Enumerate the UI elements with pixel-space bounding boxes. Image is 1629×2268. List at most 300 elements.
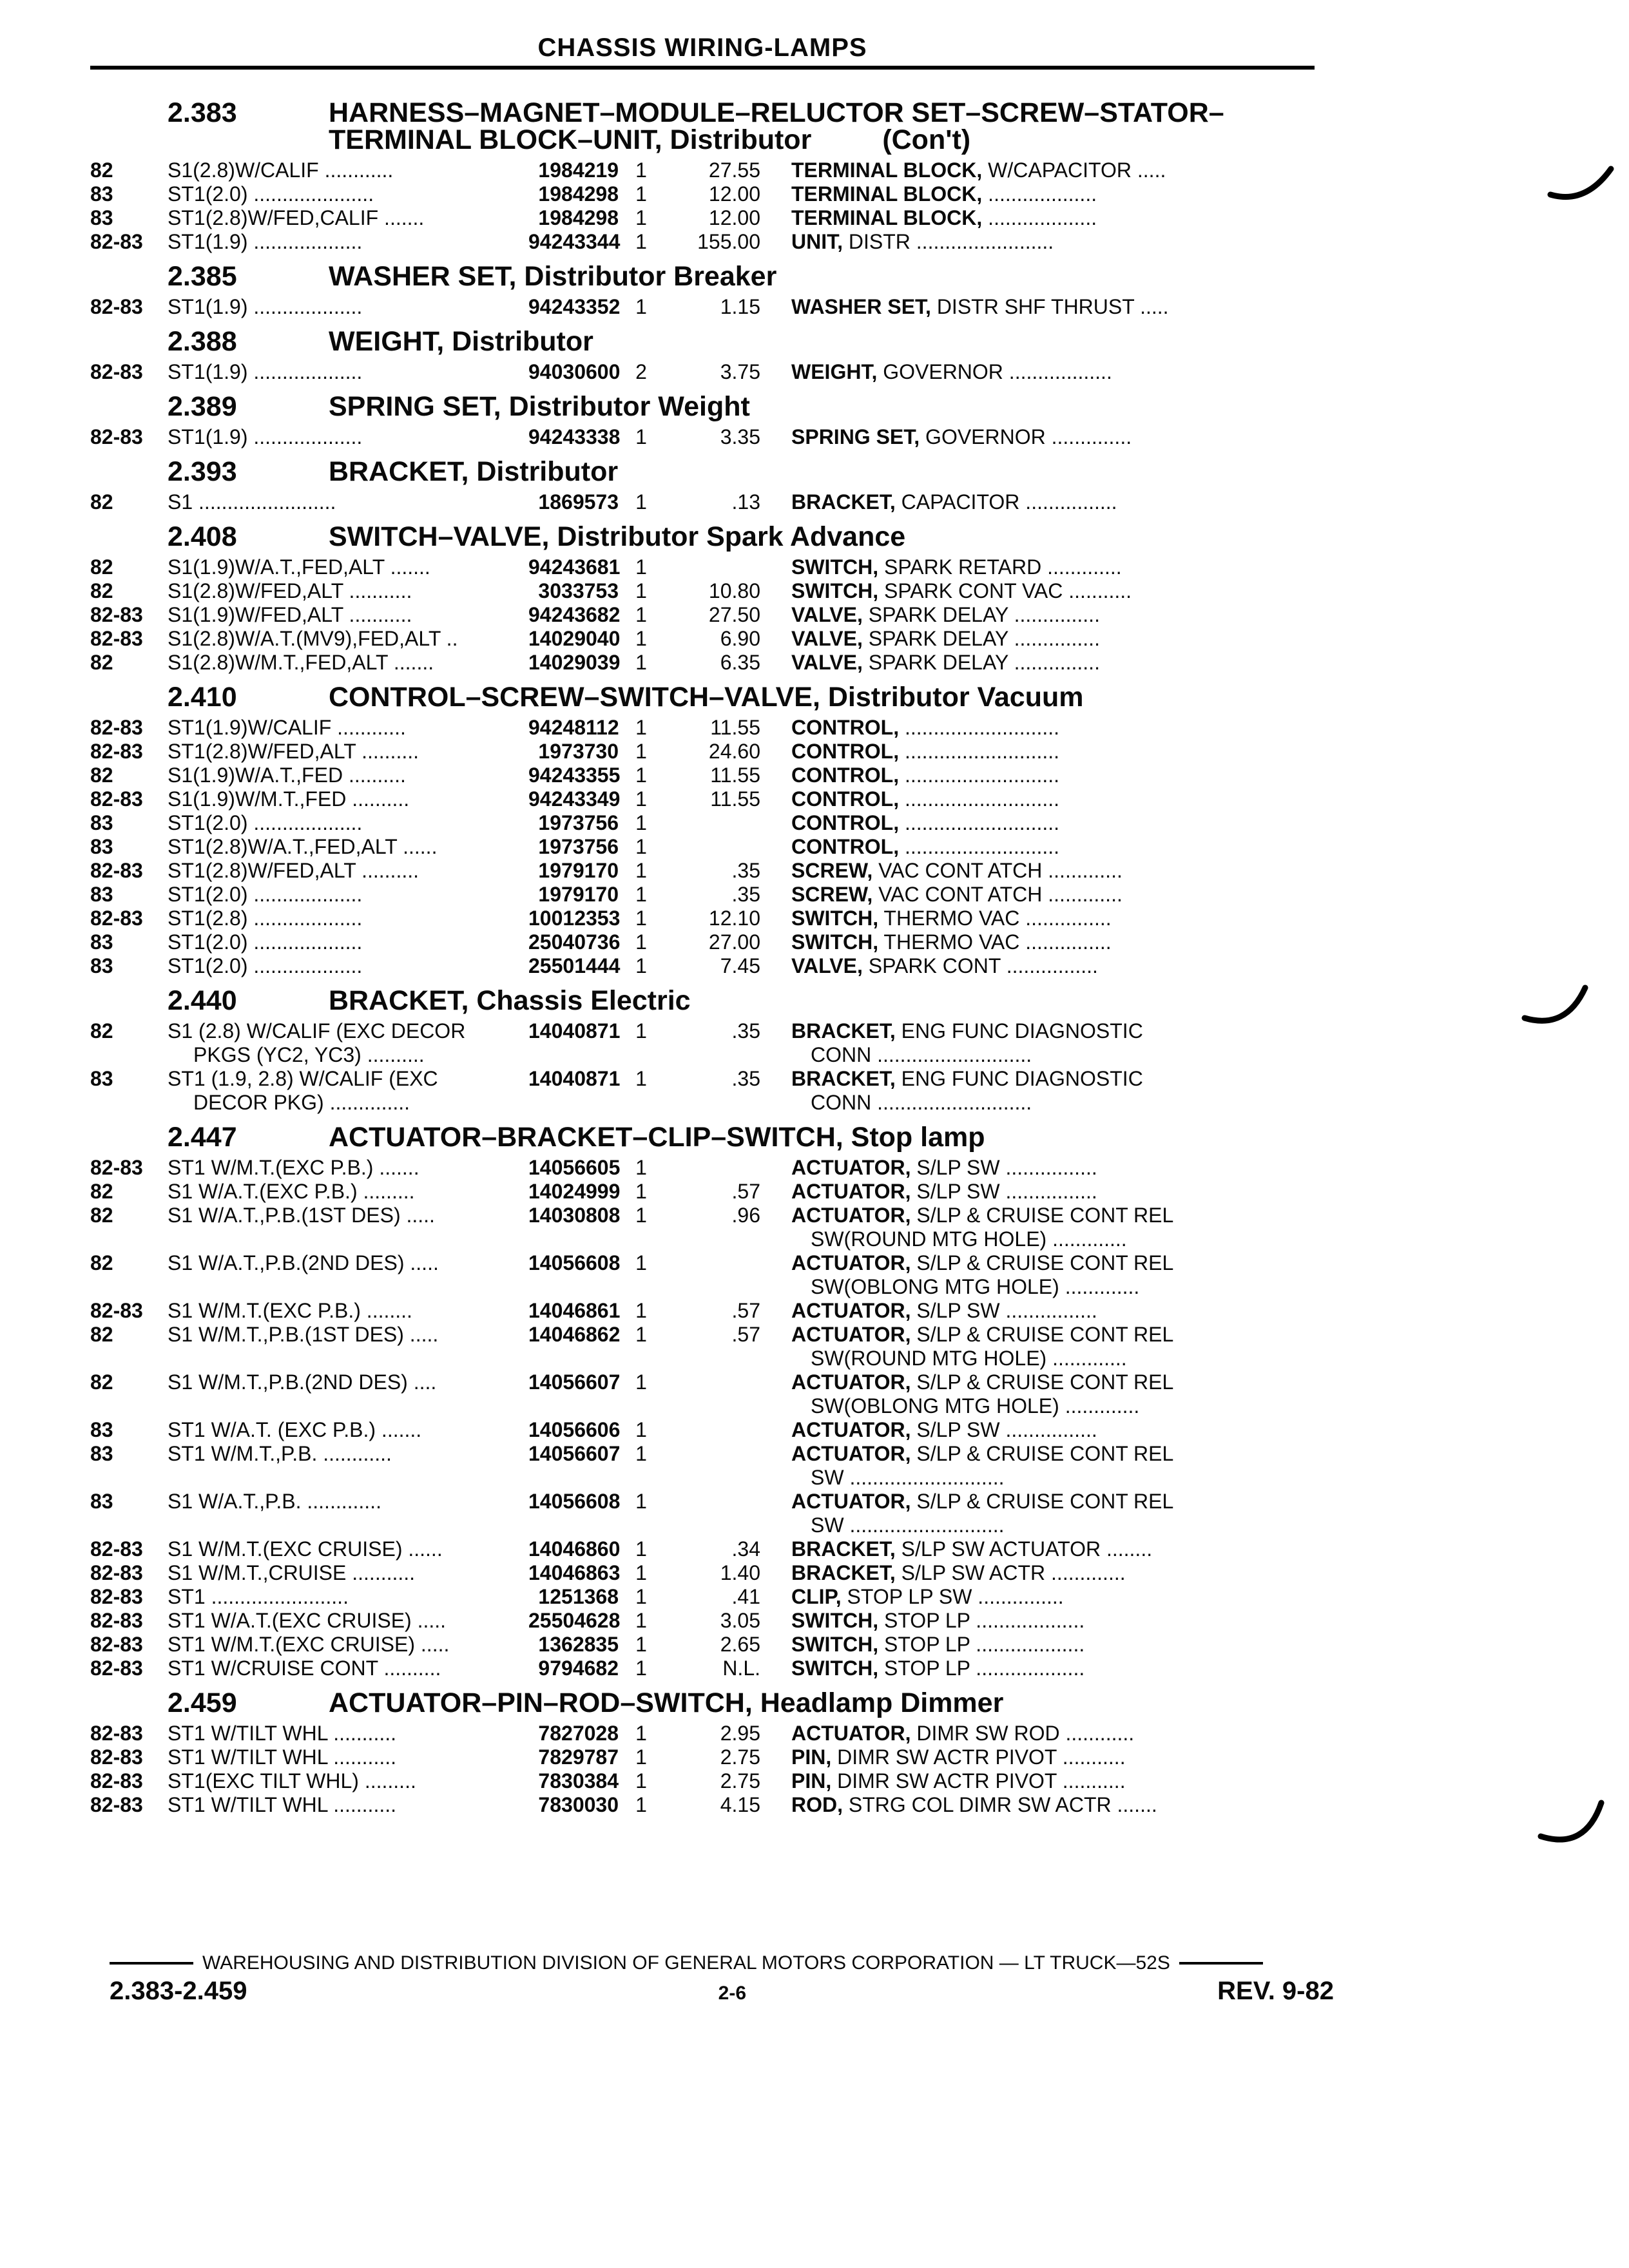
description: [760, 230, 1340, 254]
description: [760, 1490, 1340, 1537]
quantity: 1: [635, 651, 647, 674]
quantity: 1: [635, 206, 647, 229]
description: [760, 740, 1340, 764]
section-number: 2.383: [168, 97, 237, 128]
section-title: [329, 263, 1340, 290]
application: [168, 1609, 528, 1633]
part-number: 1979170: [538, 883, 619, 906]
quantity: 1: [635, 1585, 647, 1608]
part-number: 7830030: [538, 1793, 619, 1816]
section-title: [329, 1124, 1340, 1151]
model-year: 82-83: [90, 1585, 143, 1608]
footer-division-text: WAREHOUSING AND DISTRIBUTION DIVISION OF GENERAL MOTORS CORPORATION — LT TRUCK—52S: [202, 1952, 1170, 1974]
description-noun: BRACKET,: [791, 490, 896, 514]
quantity: 1: [635, 1180, 647, 1203]
description-noun: ACTUATOR,: [791, 1323, 911, 1346]
description-detail: CAPACITOR ................: [895, 490, 1117, 514]
part-number: 94243338: [528, 425, 621, 448]
application: [168, 1251, 528, 1275]
description-noun: SWITCH,: [791, 555, 879, 579]
application-text: ST1 W/TILT WHL ...........: [168, 1722, 396, 1745]
part-row: [90, 603, 1340, 627]
application: [168, 835, 528, 859]
quantity: 1: [635, 1019, 647, 1043]
description-detail: ...........................: [899, 787, 1060, 811]
description-detail: GOVERNOR ..................: [877, 360, 1112, 383]
quantity: 1: [635, 1418, 647, 1441]
quantity: 1: [635, 859, 647, 882]
model-year: 82: [90, 579, 113, 602]
application: [168, 1323, 528, 1347]
catalog-section: [90, 1124, 1340, 1680]
section-heading: [90, 523, 1340, 550]
section-heading: [90, 987, 1340, 1014]
section-heading: [90, 684, 1340, 711]
part-row: [90, 954, 1340, 978]
model-year: 82-83: [90, 1722, 143, 1745]
section-heading: [90, 328, 1340, 355]
price: 4.15: [720, 1793, 760, 1816]
application-text: ST1 W/TILT WHL ...........: [168, 1745, 396, 1769]
part-number: 94243681: [528, 555, 621, 579]
quantity: 1: [635, 764, 647, 787]
part-row: [90, 811, 1340, 835]
quantity: 1: [635, 740, 647, 763]
description-noun: ACTUATOR,: [791, 1251, 911, 1274]
part-row: [90, 425, 1340, 449]
description-noun: VALVE,: [791, 651, 863, 674]
price: .57: [731, 1323, 760, 1346]
description-noun: CONTROL,: [791, 787, 900, 811]
parts-listing: [90, 90, 1340, 1817]
description: [760, 1180, 1340, 1204]
part-row: [90, 159, 1340, 182]
quantity: 1: [635, 1299, 647, 1322]
description-noun: PIN,: [791, 1769, 832, 1792]
application-text: ST1 ........................: [168, 1585, 349, 1608]
description-noun: BRACKET,: [791, 1067, 896, 1090]
description-detail: THERMO VAC ...............: [878, 907, 1112, 930]
description: [760, 930, 1340, 954]
part-number: 94243355: [528, 764, 621, 787]
part-number: 1973730: [538, 740, 619, 763]
price: 10.80: [708, 579, 760, 602]
model-year: 82-83: [90, 1657, 143, 1680]
application: [168, 764, 528, 787]
part-number: 94243349: [528, 787, 621, 811]
model-year: 82-83: [90, 627, 143, 650]
page-header-title: CHASSIS WIRING-LAMPS: [537, 34, 867, 62]
application: [168, 883, 528, 907]
part-number: 14030808: [528, 1204, 621, 1227]
description-detail: SPARK RETARD .............: [878, 555, 1122, 579]
section-title: [329, 328, 1340, 355]
description-detail: ENG FUNC DIAGNOSTIC: [895, 1067, 1143, 1090]
application-text: ST1(2.0) ...................: [168, 930, 363, 954]
margin-tick-mark: [1547, 162, 1617, 207]
model-year: 83: [90, 883, 113, 906]
part-number: 14056608: [528, 1251, 621, 1274]
footer-index-range: 2.383-2.459: [110, 1977, 247, 2005]
description: [760, 811, 1340, 835]
footer-rule-left: [110, 1962, 193, 1965]
part-row: [90, 930, 1340, 954]
price: 11.55: [710, 787, 760, 811]
quantity: 1: [635, 159, 647, 182]
application: [168, 159, 528, 182]
part-row: [90, 1204, 1340, 1251]
price: 3.75: [720, 360, 760, 383]
continued-label: (Con't): [882, 124, 971, 155]
description: [760, 579, 1340, 603]
price: N.L.: [722, 1657, 760, 1680]
description-noun: BRACKET,: [791, 1019, 896, 1043]
quantity: 1: [635, 1609, 647, 1632]
quantity: 1: [635, 1370, 647, 1394]
part-number: 3033753: [538, 579, 619, 602]
application-text: ST1 W/TILT WHL ...........: [168, 1793, 396, 1816]
description-noun: ACTUATOR,: [791, 1490, 911, 1513]
footer-revision: REV. 9-82: [1217, 1977, 1334, 2005]
description-detail: STRG COL DIMR SW ACTR .......: [843, 1793, 1157, 1816]
model-year: 82-83: [90, 1769, 143, 1792]
application-text: S1(2.8)W/CALIF ............: [168, 159, 394, 182]
description-noun: SWITCH,: [791, 1657, 879, 1680]
description: [760, 1442, 1340, 1490]
quantity: 1: [635, 1633, 647, 1656]
application-text: S1 W/M.T.(EXC CRUISE) ......: [168, 1537, 443, 1561]
quantity: 1: [635, 1323, 647, 1346]
application-text: ST1(2.8)W/FED,ALT ..........: [168, 740, 419, 763]
application: [168, 954, 528, 978]
application-text: ST1(2.0) ...................: [168, 811, 363, 834]
part-row: [90, 1442, 1340, 1490]
part-number: 14040871: [528, 1067, 621, 1090]
section-number: 2.388: [168, 326, 237, 357]
model-year: 82-83: [90, 787, 143, 811]
model-year: 82-83: [90, 716, 143, 739]
section-title-line: CONTROL–SCREW–SWITCH–VALVE, Distributor Vacuum: [329, 682, 1084, 713]
application-text: S1 W/M.T.,P.B.(1ST DES) .....: [168, 1323, 439, 1346]
description-noun: SWITCH,: [791, 930, 879, 954]
part-row: [90, 1769, 1340, 1793]
application: [168, 651, 528, 675]
section-heading: [90, 263, 1340, 290]
footer-division-line: [110, 1952, 1334, 1974]
description-detail: THERMO VAC ...............: [878, 930, 1112, 954]
part-number: 14056607: [528, 1442, 621, 1465]
application: [168, 1204, 528, 1227]
application: [168, 206, 528, 230]
description: [760, 716, 1340, 740]
part-number: 94248112: [528, 716, 619, 739]
part-number: 14056605: [528, 1156, 621, 1179]
description-detail-2: SW(ROUND MTG HOLE) .............: [811, 1347, 1127, 1370]
quantity: 1: [635, 1537, 647, 1561]
description-noun: BRACKET,: [791, 1537, 896, 1561]
part-number: 7830384: [538, 1769, 619, 1792]
catalog-section: [90, 99, 1340, 254]
description-detail: S/LP SW ................: [911, 1156, 1097, 1179]
quantity: 1: [635, 1722, 647, 1745]
application-text: S1 ........................: [168, 490, 336, 514]
part-number: 14024999: [528, 1180, 621, 1203]
part-row: [90, 1657, 1340, 1680]
application-text: S1(2.8)W/A.T.(MV9),FED,ALT ..: [168, 627, 458, 650]
application: [168, 1442, 528, 1466]
part-row: [90, 1156, 1340, 1180]
quantity: 1: [635, 1745, 647, 1769]
parts-rows: [90, 1722, 1340, 1817]
application-text: S1 W/M.T.(EXC P.B.) ........: [168, 1299, 412, 1322]
application-text: S1 W/A.T.,P.B. .............: [168, 1490, 381, 1513]
description-noun: SWITCH,: [791, 1633, 879, 1656]
footer-rule-right: [1179, 1962, 1263, 1965]
description: [760, 764, 1340, 787]
description: [760, 651, 1340, 675]
part-row: [90, 555, 1340, 579]
application: [168, 1722, 528, 1745]
parts-rows: [90, 490, 1340, 514]
part-row: [90, 859, 1340, 883]
parts-rows: [90, 159, 1340, 254]
section-title: [329, 99, 1340, 153]
description-noun: TERMINAL BLOCK,: [791, 206, 983, 229]
parts-rows: [90, 360, 1340, 384]
description-detail: STOP LP ...................: [878, 1609, 1085, 1632]
application: [168, 425, 528, 449]
model-year: 83: [90, 930, 113, 954]
application: [168, 1561, 528, 1585]
part-row: [90, 1585, 1340, 1609]
part-row: [90, 1180, 1340, 1204]
part-number: 94243344: [528, 230, 621, 253]
description-detail: DIMR SW ACTR PIVOT ...........: [831, 1745, 1126, 1769]
description-noun: SCREW,: [791, 883, 873, 906]
price: .41: [731, 1585, 760, 1608]
description-detail: STOP LP ...................: [878, 1657, 1085, 1680]
application: [168, 1769, 528, 1793]
application-text: ST1 W/M.T.(EXC CRUISE) .....: [168, 1633, 450, 1656]
part-row: [90, 1251, 1340, 1299]
price: 12.10: [708, 907, 760, 930]
price: .57: [731, 1180, 760, 1203]
application-text: ST1(2.8)W/FED,ALT ..........: [168, 859, 419, 882]
description-detail: W/CAPACITOR .....: [982, 159, 1166, 182]
description: [760, 1251, 1340, 1299]
quantity: 1: [635, 1490, 647, 1513]
model-year: 82: [90, 651, 113, 674]
application-text: ST1(1.9) ...................: [168, 230, 363, 253]
application: [168, 1490, 528, 1514]
part-number: 14046863: [528, 1561, 621, 1584]
description: [760, 490, 1340, 514]
model-year: 82-83: [90, 1156, 143, 1179]
part-number: 25501444: [528, 954, 621, 977]
description-detail: ...................: [982, 182, 1097, 206]
description: [760, 603, 1340, 627]
section-heading: [90, 99, 1340, 153]
model-year: 83: [90, 811, 113, 834]
part-row: [90, 1370, 1340, 1418]
model-year: 82-83: [90, 859, 143, 882]
application-text: S1(1.9)W/A.T.,FED,ALT .......: [168, 555, 430, 579]
application: [168, 555, 528, 579]
application: [168, 1299, 528, 1323]
part-number: 9794682: [538, 1657, 619, 1680]
description-noun: SCREW,: [791, 859, 873, 882]
catalog-section: [90, 987, 1340, 1115]
model-year: 82-83: [90, 1633, 143, 1656]
application: [168, 1370, 528, 1394]
application: [168, 1019, 528, 1067]
description-detail: SPARK CONT ................: [862, 954, 1098, 977]
part-number: 94243682: [528, 603, 621, 626]
description: [760, 1561, 1340, 1585]
description-detail: S/LP & CRUISE CONT REL: [911, 1204, 1174, 1227]
model-year: 82: [90, 1370, 113, 1394]
description: [760, 1537, 1340, 1561]
description-detail: SPARK DELAY ...............: [862, 651, 1100, 674]
price: .35: [731, 1019, 760, 1043]
description: [760, 425, 1340, 449]
description-detail: ...........................: [899, 740, 1060, 763]
description-detail: DISTR ........................: [843, 230, 1054, 253]
quantity: 1: [635, 490, 647, 514]
description-detail: DISTR SHF THRUST .....: [930, 295, 1169, 318]
model-year: 82-83: [90, 1609, 143, 1632]
price: 1.40: [720, 1561, 760, 1584]
application-text: ST1(1.9) ...................: [168, 360, 363, 383]
section-title-line: WEIGHT, Distributor: [329, 326, 593, 357]
application: [168, 1067, 528, 1115]
section-number: 2.408: [168, 521, 237, 552]
description-detail: DIMR SW ROD ............: [911, 1722, 1135, 1745]
price: 11.55: [710, 764, 760, 787]
price: 12.00: [708, 182, 760, 206]
application: [168, 787, 528, 811]
section-title: [329, 1689, 1340, 1716]
model-year: 82-83: [90, 1745, 143, 1769]
price: .57: [731, 1299, 760, 1322]
description-noun: SWITCH,: [791, 579, 879, 602]
price: 2.65: [720, 1633, 760, 1656]
part-number: 14056608: [528, 1490, 621, 1513]
application-text: S1 W/A.T.(EXC P.B.) .........: [168, 1180, 415, 1203]
section-title: [329, 987, 1340, 1014]
section-title-line: BRACKET, Chassis Electric: [329, 985, 691, 1016]
application: [168, 859, 528, 883]
application-text: S1 W/A.T.,P.B.(1ST DES) .....: [168, 1204, 435, 1227]
description: [760, 954, 1340, 978]
application: [168, 603, 528, 627]
application-text: S1(2.8)W/FED,ALT ...........: [168, 579, 412, 602]
application-text: ST1(2.8)W/A.T.,FED,ALT ......: [168, 835, 438, 858]
application: [168, 490, 528, 514]
quantity: 1: [635, 230, 647, 253]
section-number: 2.389: [168, 391, 237, 422]
part-number: 1984298: [538, 182, 619, 206]
description-noun: VALVE,: [791, 627, 863, 650]
quantity: 1: [635, 1769, 647, 1792]
description: [760, 1067, 1340, 1115]
application-text-2: DECOR PKG) ..............: [193, 1091, 410, 1114]
catalog-section: [90, 263, 1340, 319]
application-text: S1(2.8)W/M.T.,FED,ALT .......: [168, 651, 434, 674]
application: [168, 1180, 528, 1204]
section-title: [329, 684, 1340, 711]
description: [760, 1793, 1340, 1817]
part-row: [90, 1418, 1340, 1442]
price: 27.50: [708, 603, 760, 626]
description-detail: S/LP SW ................: [911, 1180, 1097, 1203]
model-year: 83: [90, 206, 113, 229]
application: [168, 930, 528, 954]
part-row: [90, 1561, 1340, 1585]
model-year: 82-83: [90, 425, 143, 448]
quantity: 1: [635, 1156, 647, 1179]
quantity: 1: [635, 425, 647, 448]
model-year: 82-83: [90, 1537, 143, 1561]
part-number: 14056607: [528, 1370, 621, 1394]
application: [168, 579, 528, 603]
model-year: 83: [90, 1442, 113, 1465]
model-year: 82: [90, 555, 113, 579]
part-number: 7829787: [538, 1745, 619, 1769]
quantity: 1: [635, 1561, 647, 1584]
section-number: 2.410: [168, 682, 237, 713]
part-row: [90, 1490, 1340, 1537]
section-number: 2.385: [168, 261, 237, 292]
section-title-line: ACTUATOR–PIN–ROD–SWITCH, Headlamp Dimmer: [329, 1687, 1004, 1718]
catalog-section: [90, 1689, 1340, 1817]
description-noun: UNIT,: [791, 230, 843, 253]
description-noun: TERMINAL BLOCK,: [791, 182, 983, 206]
description: [760, 835, 1340, 859]
description: [760, 1370, 1340, 1418]
description-noun: ACTUATOR,: [791, 1370, 911, 1394]
description-detail: SPARK CONT VAC ...........: [878, 579, 1132, 602]
parts-rows: [90, 1019, 1340, 1115]
price: 155.00: [697, 230, 760, 253]
application-text: S1 W/A.T.,P.B.(2ND DES) .....: [168, 1251, 439, 1274]
application-text: ST1(2.0) ...................: [168, 954, 363, 977]
section-number: 2.459: [168, 1687, 237, 1718]
description-noun: CONTROL,: [791, 811, 900, 834]
section-title-line: WASHER SET, Distributor Breaker: [329, 261, 777, 292]
description-detail: DIMR SW ACTR PIVOT ...........: [831, 1769, 1126, 1792]
description-detail: GOVERNOR ..............: [920, 425, 1132, 448]
price: 24.60: [708, 740, 760, 763]
description-noun: ACTUATOR,: [791, 1418, 911, 1441]
quantity: 1: [635, 907, 647, 930]
description: [760, 1585, 1340, 1609]
part-row: [90, 1537, 1340, 1561]
description-noun: ACTUATOR,: [791, 1299, 911, 1322]
model-year: 82: [90, 764, 113, 787]
part-number: 1973756: [538, 811, 619, 834]
price: 2.75: [720, 1769, 760, 1792]
quantity: 1: [635, 1251, 647, 1274]
part-number: 1973756: [538, 835, 619, 858]
description: [760, 1323, 1340, 1370]
part-row: [90, 1722, 1340, 1745]
section-number: 2.393: [168, 456, 237, 487]
model-year: 82-83: [90, 740, 143, 763]
description-noun: SWITCH,: [791, 1609, 879, 1632]
description-detail: S/LP SW ................: [911, 1299, 1097, 1322]
part-row: [90, 764, 1340, 787]
